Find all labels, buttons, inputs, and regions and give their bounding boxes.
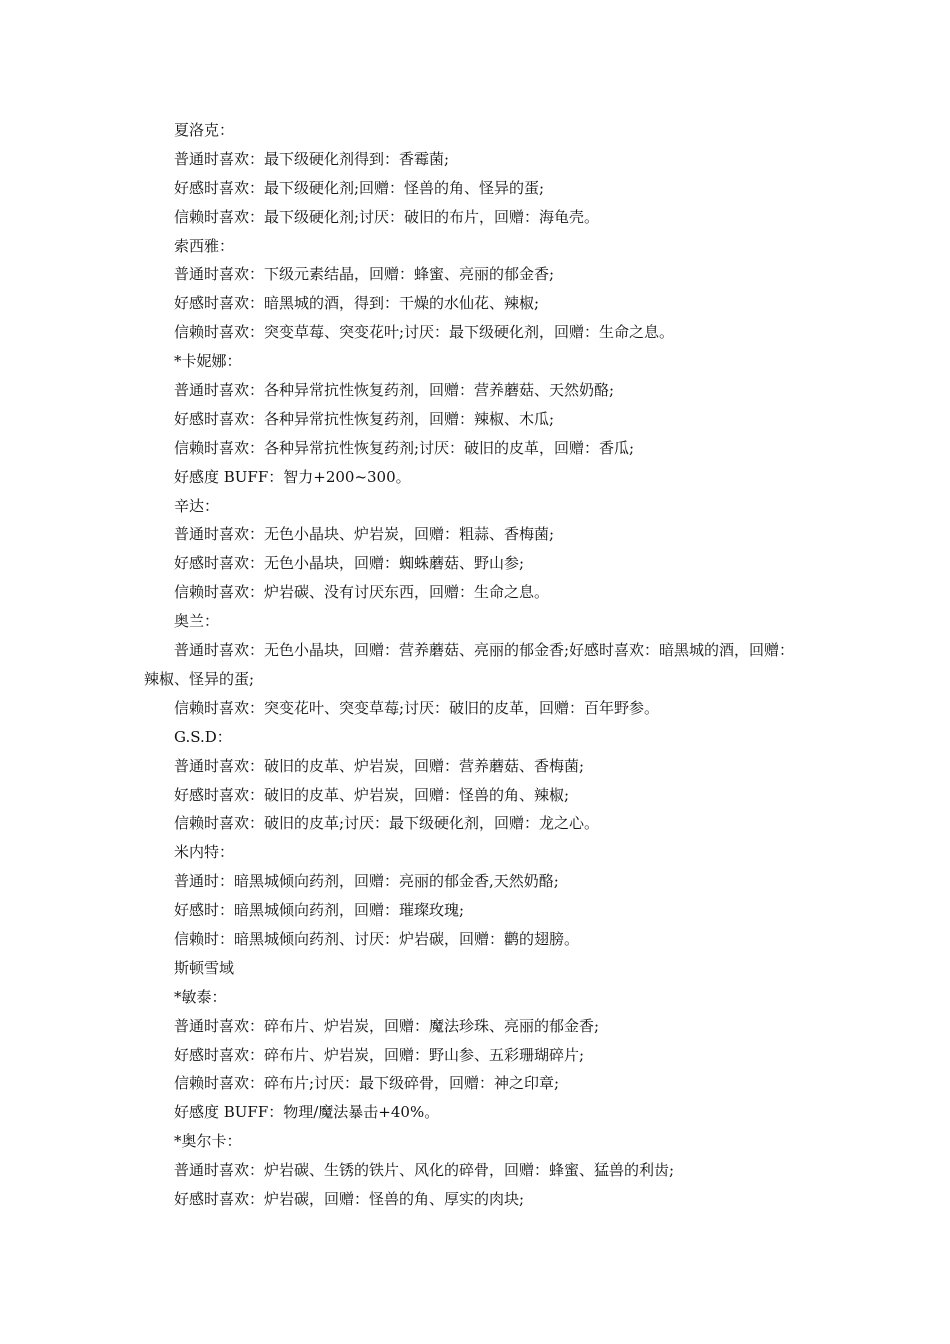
region-heading: 斯顿雪域	[174, 958, 235, 977]
text-line: 好感时喜欢：最下级硬化剂;回赠：怪兽的角、怪异的蛋;	[174, 178, 545, 197]
text-line: 好感时喜欢：破旧的皮革、炉岩炭，回赠：怪兽的角、辣椒;	[174, 785, 570, 804]
buff-line: 好感度 BUFF：物理/魔法暴击+40%。	[174, 1103, 440, 1122]
text-paragraph: 普通时喜欢：无色小晶块，回赠：营养蘑菇、亮丽的郁金香;好感时喜欢：暗黑城的酒，回赠：辣椒、怪异的蛋;	[144, 641, 795, 688]
text-line: 普通时喜欢：碎布片、炉岩炭，回赠：魔法珍珠、亮丽的郁金香;	[174, 1016, 600, 1035]
text-line: 信赖时喜欢：各种异常抗性恢复药剂;讨厌：破旧的皮革，回赠：香瓜;	[174, 438, 635, 457]
text-line: 普通时喜欢：破旧的皮革、炉岩炭，回赠：营养蘑菇、香梅菌;	[174, 756, 585, 775]
text-line: 好感时喜欢：暗黑城的酒，得到：干燥的水仙花、辣椒;	[174, 294, 540, 313]
npc-heading: G.S.D：	[174, 727, 232, 746]
npc-heading: 奥兰：	[174, 612, 220, 631]
text-line: 信赖时喜欢：突变花叶、突变草莓;讨厌：破旧的皮革，回赠：百年野参。	[174, 698, 660, 717]
npc-heading: 索西雅：	[174, 236, 235, 255]
text-line: 信赖时喜欢：碎布片;讨厌：最下级碎骨，回赠：神之印章;	[174, 1074, 560, 1093]
text-line: 信赖时：暗黑城倾向药剂、讨厌：炉岩碳，回赠：鹳的翅膀。	[174, 929, 580, 948]
text-line: 好感时喜欢：无色小晶块，回赠：蜘蛛蘑菇、野山参;	[174, 554, 525, 573]
text-line: 信赖时喜欢：炉岩碳、没有讨厌东西，回赠：生命之息。	[174, 583, 550, 602]
text-line: 普通时喜欢：最下级硬化剂得到：香霉菌;	[174, 149, 450, 168]
text-line: 信赖时喜欢：突变草莓、突变花叶;讨厌：最下级硬化剂，回赠：生命之息。	[174, 323, 675, 342]
text-line: 普通时喜欢：各种异常抗性恢复药剂，回赠：营养蘑菇、天然奶酪;	[174, 381, 615, 400]
text-line: 好感时：暗黑城倾向药剂，回赠：璀璨玫瑰;	[174, 901, 465, 920]
text-line: 好感时喜欢：炉岩碳，回赠：怪兽的角、厚实的肉块;	[174, 1189, 525, 1208]
text-line: 信赖时喜欢：破旧的皮革;讨厌：最下级硬化剂，回赠：龙之心。	[174, 814, 600, 833]
npc-heading: *卡妮娜：	[174, 352, 242, 371]
text-line: 普通时喜欢：炉岩碳、生锈的铁片、风化的碎骨，回赠：蜂蜜、猛兽的利齿;	[174, 1161, 675, 1180]
buff-line: 好感度 BUFF：智力+200~300。	[174, 467, 411, 486]
text-line: 信赖时喜欢：最下级硬化剂;讨厌：破旧的布片，回赠：海龟壳。	[174, 207, 600, 226]
npc-heading: 米内特：	[174, 843, 235, 862]
text-line: 好感时喜欢：各种异常抗性恢复药剂，回赠：辣椒、木瓜;	[174, 409, 555, 428]
npc-heading: 夏洛克：	[174, 121, 235, 139]
text-line: 普通时喜欢：下级元素结晶，回赠：蜂蜜、亮丽的郁金香;	[174, 265, 555, 284]
npc-heading: *敏泰：	[174, 987, 227, 1006]
npc-heading: 辛达：	[174, 496, 220, 515]
document-body	[144, 116, 804, 1214]
text-line: 普通时：暗黑城倾向药剂，回赠：亮丽的郁金香,天然奶酪;	[174, 872, 559, 891]
text-line: 普通时喜欢：无色小晶块、炉岩炭，回赠：粗蒜、香梅菌;	[174, 525, 555, 544]
text-line: 好感时喜欢：碎布片、炉岩炭，回赠：野山参、五彩珊瑚碎片;	[174, 1045, 585, 1064]
npc-heading: *奥尔卡：	[174, 1132, 242, 1151]
